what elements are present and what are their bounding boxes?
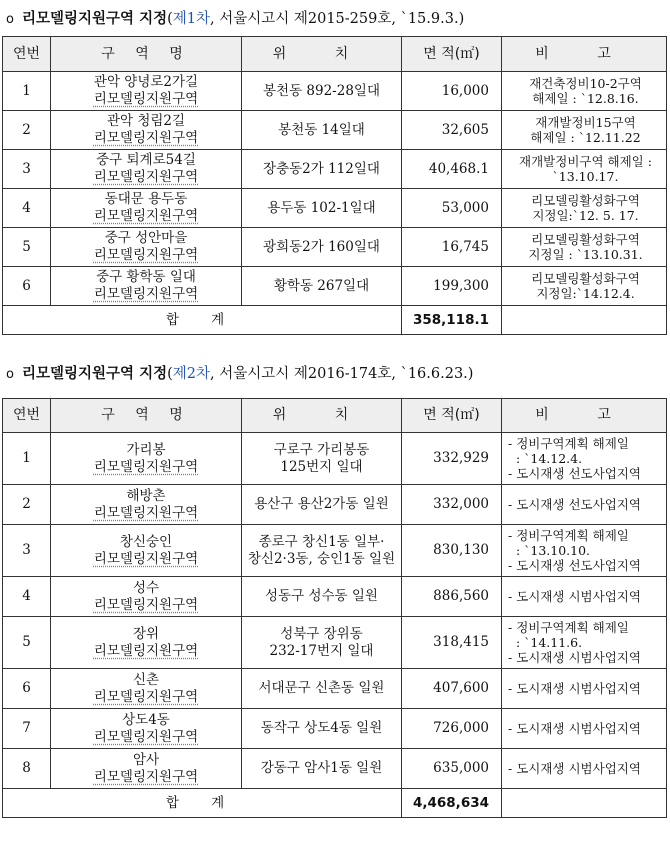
area-value: 40,468.1 (402, 150, 502, 189)
district-name-line1: 중구 성안마을 (104, 230, 188, 246)
remark-line: 해제일 : `12.8.16. (532, 91, 639, 106)
remark (502, 709, 667, 749)
district-name (51, 525, 242, 577)
location-line2: 232-17번지 일대 (269, 642, 374, 659)
remark-line: 리모델링활성화구역 (531, 193, 640, 208)
total-label: 합 계 (3, 789, 402, 818)
district-name-line1: 중구 퇴계로54길 (96, 152, 196, 168)
row-number: 4 (3, 189, 51, 228)
remark-line: 지정일:`12. 5. 17. (532, 208, 639, 223)
remark-line: - 도시재생 시범사업지역 (508, 761, 641, 776)
district-name (51, 433, 242, 485)
row-number: 2 (3, 485, 51, 525)
remark (502, 577, 667, 617)
remark (502, 617, 667, 669)
district-name (51, 150, 242, 189)
remark-line: 해제일 : `12.11.22 (530, 130, 641, 145)
section1-round: 제1차 (172, 11, 211, 27)
remark (502, 749, 667, 789)
header-note: 비 고 (502, 399, 667, 433)
remark-line: 리모델링활성화구역 (531, 232, 640, 247)
header-no: 연번 (3, 399, 51, 433)
header-area: 면 적(㎡) (402, 37, 502, 72)
location-line1: 서대문구 신촌동 일원 (258, 680, 385, 696)
area-value: 32,605 (402, 111, 502, 150)
bullet-icon: o (6, 367, 14, 382)
row-number: 3 (3, 150, 51, 189)
area-value: 16,745 (402, 228, 502, 267)
table-row (3, 267, 667, 306)
header-name: 구 역 명 (51, 399, 242, 433)
district-name-line2: 리모델링지원구역 (93, 728, 199, 745)
remark (502, 111, 667, 150)
total-note (502, 789, 667, 818)
district-name (51, 709, 242, 749)
area-value: 53,000 (402, 189, 502, 228)
row-number: 3 (3, 525, 51, 577)
remark-line: 지정일 : `13.10.31. (528, 247, 643, 262)
district-name (51, 669, 242, 709)
remark-line: 지정일:`14.12.4. (536, 286, 635, 301)
section2-title: 리모델링지원구역 지정 (21, 366, 168, 382)
location (242, 709, 402, 749)
remark-line: 리모델링활성화구역 (531, 271, 640, 286)
location-line1: 강동구 암사1동 일원 (260, 760, 383, 776)
district-name (51, 111, 242, 150)
header-area: 면 적(㎡) (402, 399, 502, 433)
remark (502, 267, 667, 306)
area-value: 332,000 (402, 485, 502, 525)
district-name-line1: 장위 (132, 625, 160, 642)
location (242, 577, 402, 617)
remark (502, 525, 667, 577)
location-line1: 동작구 상도4동 일원 (260, 720, 383, 736)
area-value: 16,000 (402, 72, 502, 111)
district-name-line2: 리모델링지원구역 (93, 286, 199, 302)
table-row (3, 485, 667, 525)
remark-line: - 정비구역계획 해제일 (508, 620, 629, 635)
total-note (502, 306, 667, 335)
district-name-line1: 창신숭인 (119, 533, 173, 550)
area-value: 830,130 (402, 525, 502, 577)
section2-heading (6, 362, 473, 383)
location-line1: 구로구 가리봉동 (273, 441, 370, 458)
row-number: 1 (3, 72, 51, 111)
remark (502, 189, 667, 228)
remark-line: - 정비구역계획 해제일 (508, 528, 629, 543)
district-name-line2: 리모델링지원구역 (93, 91, 199, 107)
district-name-line2: 리모델링지원구역 (93, 130, 199, 146)
remark-line: - 도시재생 선도사업지역 (508, 497, 641, 512)
header-location: 위 치 (242, 399, 402, 433)
district-name (51, 749, 242, 789)
section1-notice: , 서울시고시 제2015-259호, `15.9.3.) (210, 11, 465, 27)
location-line2: 창신2·3동, 숭인1동 일원 (247, 550, 396, 567)
district-name (51, 228, 242, 267)
table-row (3, 228, 667, 267)
district-name-line2: 리모델링지원구역 (93, 208, 199, 224)
location-line1: 성북구 장위동 (280, 625, 363, 642)
location: 광희동2가 160일대 (242, 228, 402, 267)
area-value: 332,929 (402, 433, 502, 485)
district-name-line1: 성수 (132, 579, 160, 596)
row-number: 8 (3, 749, 51, 789)
district-name (51, 189, 242, 228)
district-name (51, 485, 242, 525)
bullet-icon: o (6, 12, 14, 27)
district-name-line1: 중구 황학동 일대 (96, 269, 196, 285)
table-header-row (3, 399, 667, 433)
district-name-line2: 리모델링지원구역 (93, 688, 199, 705)
remark-line: - 도시재생 시범사업지역 (508, 589, 641, 604)
table-row (3, 617, 667, 669)
area-value: 407,600 (402, 669, 502, 709)
section1-paren: ( (167, 11, 173, 27)
district-name-line1: 관악 양녕로2가길 (93, 74, 199, 90)
table-row (3, 111, 667, 150)
district-name-line2: 리모델링지원구역 (93, 550, 199, 567)
row-number: 2 (3, 111, 51, 150)
total-row (3, 789, 667, 818)
area-value: 318,415 (402, 617, 502, 669)
area-value: 635,000 (402, 749, 502, 789)
remark (502, 485, 667, 525)
table-row (3, 749, 667, 789)
row-number: 7 (3, 709, 51, 749)
remark (502, 228, 667, 267)
district-name (51, 267, 242, 306)
section1-table (2, 36, 667, 335)
header-no: 연번 (3, 37, 51, 72)
section2-round: 제2차 (172, 366, 211, 382)
row-number: 5 (3, 617, 51, 669)
remark-line: - 도시재생 시범사업지역 (508, 721, 641, 736)
district-name-line1: 동대문 용두동 (104, 191, 188, 207)
location: 용두동 102-1일대 (242, 189, 402, 228)
district-name-line2: 리모델링지원구역 (93, 247, 199, 263)
district-name-line1: 해방촌 (126, 487, 166, 504)
row-number: 4 (3, 577, 51, 617)
remark-line: - 도시재생 선도사업지역 (508, 558, 641, 573)
district-name-line1: 가리봉 (126, 441, 166, 458)
district-name (51, 577, 242, 617)
section1-heading (6, 7, 464, 28)
total-label: 합 계 (3, 306, 402, 335)
section2-table (2, 398, 667, 818)
district-name-line2: 리모델링지원구역 (93, 596, 199, 613)
remark-line: 재개발정비구역 해제일 : (519, 154, 652, 169)
header-note: 비 고 (502, 37, 667, 72)
location: 장충동2가 112일대 (242, 150, 402, 189)
remark-line: 재건축정비10-2구역 (529, 76, 642, 91)
location-line1: 종로구 창신1동 일부· (258, 533, 385, 550)
district-name (51, 617, 242, 669)
area-value: 199,300 (402, 267, 502, 306)
remark-line: : `13.10.10. (508, 543, 591, 558)
area-value: 726,000 (402, 709, 502, 749)
remark-line: - 도시재생 시범사업지역 (508, 681, 641, 696)
remark (502, 669, 667, 709)
district-name-line2: 리모델링지원구역 (93, 169, 199, 185)
total-value: 4,468,634 (402, 789, 502, 818)
area-value: 886,560 (402, 577, 502, 617)
table-row (3, 433, 667, 485)
district-name-line1: 상도4동 (122, 711, 170, 728)
district-name (51, 72, 242, 111)
header-name: 구 역 명 (51, 37, 242, 72)
remark-line: - 정비구역계획 해제일 (508, 436, 629, 451)
remark-line: : `14.12.4. (508, 451, 583, 466)
location: 봉천동 14일대 (242, 111, 402, 150)
section2-notice: , 서울시고시 제2016-174호, `16.6.23.) (210, 366, 474, 382)
remark (502, 72, 667, 111)
location: 봉천동 892-28일대 (242, 72, 402, 111)
table-row (3, 577, 667, 617)
location (242, 749, 402, 789)
header-location: 위 치 (242, 37, 402, 72)
row-number: 5 (3, 228, 51, 267)
row-number: 1 (3, 433, 51, 485)
remark (502, 433, 667, 485)
district-name-line2: 리모델링지원구역 (93, 768, 199, 785)
table-row (3, 189, 667, 228)
table-row (3, 72, 667, 111)
location-line1: 성동구 성수동 일원 (265, 588, 378, 604)
row-number: 6 (3, 669, 51, 709)
location (242, 525, 402, 577)
location-line1: 용산구 용산2가동 일원 (254, 496, 389, 512)
remark-line: `13.10.17. (552, 169, 619, 184)
district-name-line1: 신촌 (132, 671, 160, 688)
table-header-row (3, 37, 667, 72)
remark-line: - 도시재생 시범사업지역 (508, 650, 641, 665)
location (242, 433, 402, 485)
district-name-line2: 리모델링지원구역 (93, 458, 199, 475)
table-row (3, 709, 667, 749)
section1-title: 리모델링지원구역 지정 (21, 11, 168, 27)
table-row (3, 525, 667, 577)
district-name-line1: 관악 청림2길 (106, 113, 186, 129)
location-line2: 125번지 일대 (280, 458, 363, 475)
district-name-line1: 암사 (132, 751, 160, 768)
remark-line: - 도시재생 선도사업지역 (508, 466, 641, 481)
location (242, 617, 402, 669)
location (242, 485, 402, 525)
district-name-line2: 리모델링지원구역 (93, 642, 199, 659)
remark-line: 재개발정비15구역 (535, 115, 636, 130)
table-row (3, 669, 667, 709)
remark (502, 150, 667, 189)
remark-line: : `14.11.6. (508, 635, 583, 650)
location (242, 669, 402, 709)
section2-paren: ( (167, 366, 173, 382)
row-number: 6 (3, 267, 51, 306)
table-row (3, 150, 667, 189)
location: 황학동 267일대 (242, 267, 402, 306)
total-row (3, 306, 667, 335)
total-value: 358,118.1 (402, 306, 502, 335)
district-name-line2: 리모델링지원구역 (93, 504, 199, 521)
